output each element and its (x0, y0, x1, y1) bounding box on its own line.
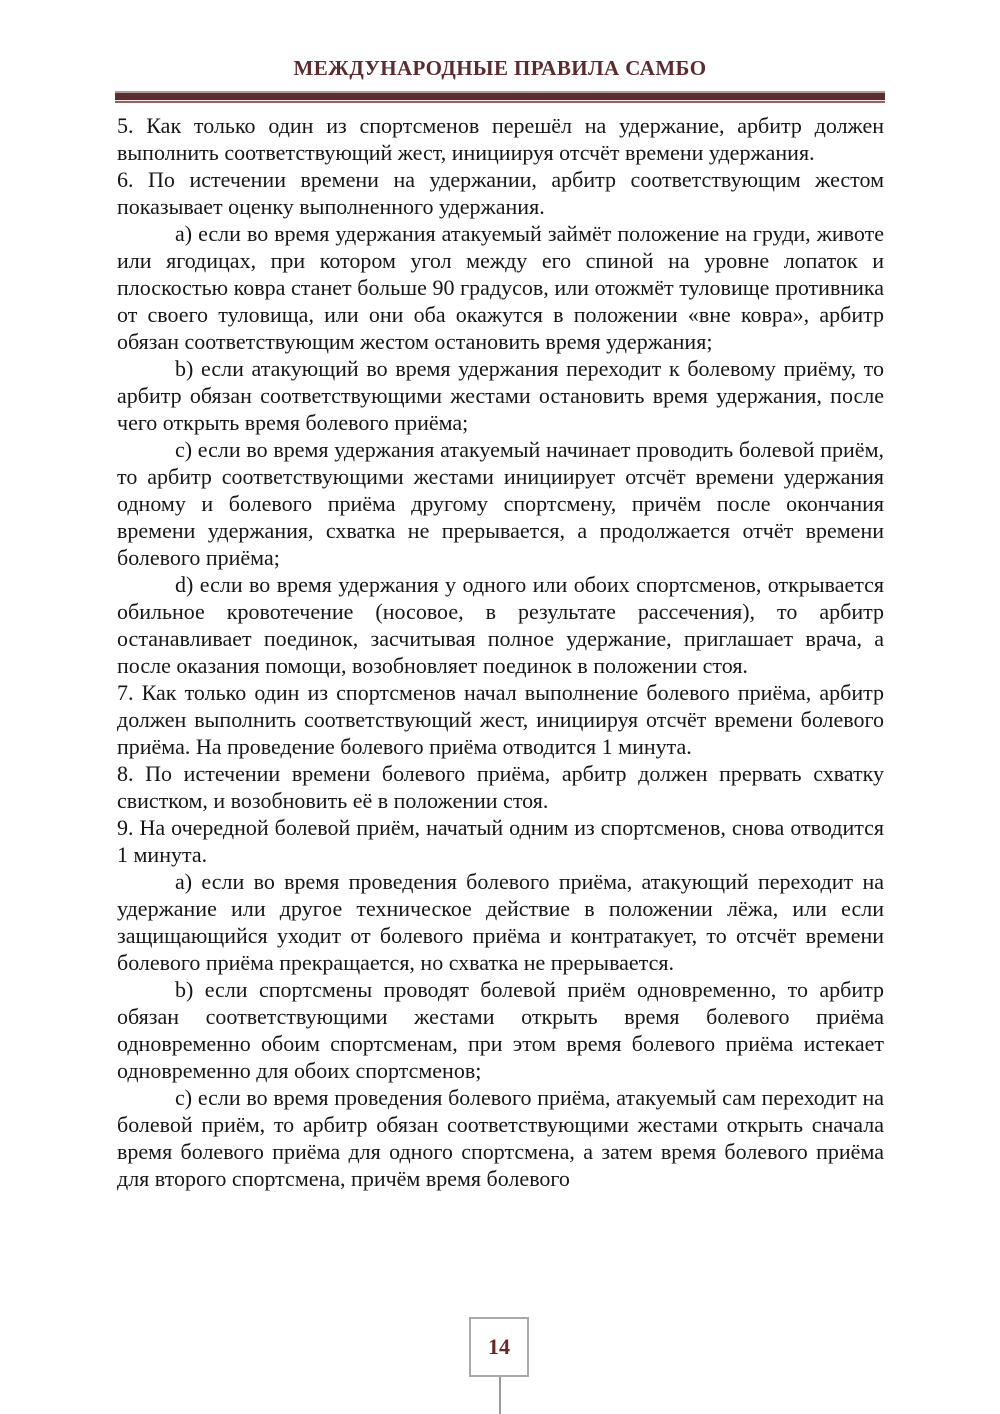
paragraph-5: 5. Как только один из спортсменов перешёл на удержание, арбитр должен выполнить соответствующий жест, инициируя отсчёт времени удержания. (117, 113, 884, 165)
paragraph-9c: с) если во время проведения болевого приёма, атакуемый сам переходит на болевой приём, то арбитр обязан соответствующими жестами открыть сначала время болевого приёма для одного спортсмена, а затем время болевого приёма для второго спортсмена, причём время болевого (117, 1085, 884, 1191)
paragraph-9: 9. На очередной болевой приём, начатый одним из спортсменов, снова отводится 1 минута. (117, 815, 884, 867)
paragraph-7: 7. Как только один из спортсменов начал выполнение болевого приёма, арбитр должен выполнить соответствующий жест, инициируя отсчёт времени болевого приёма. На проведение болевого приёма отводится 1 минута. (117, 680, 884, 759)
header-rule (115, 91, 885, 103)
paragraph-8: 8. По истечении времени болевого приёма, арбитр должен прервать схватку свистком, и возобновить её в положении стоя. (117, 761, 884, 813)
paragraph-6: 6. По истечении времени на удержании, арбитр соответствующим жестом показывает оценку выполненного удержания. (117, 167, 884, 219)
paragraph-6b: b) если атакующий во время удержания переходит к болевому приёму, то арбитр обязан соответствующими жестами остановить время удержания, после чего открыть время болевого приёма; (117, 356, 884, 435)
paragraph-6d: d) если во время удержания у одного или обоих спортсменов, открывается обильное кровотечение (носовое, в результате рассечения), то арбитр останавливает поединок, засчитывая полное удержание, приглашает врача, а после оказания помощи, возобновляет поединок в положении стоя. (117, 572, 884, 678)
paragraph-6a: а) если во время удержания атакуемый займёт положение на груди, животе или ягодицах, при котором угол между его спиной на уровне лопаток и плоскостью ковра станет больше 90 градусов, или отожмёт туловище противника от своего туловища, или они оба окажутся в положении «вне ковра», арбитр обязан соответствующим жестом остановить время удержания; (117, 221, 884, 354)
page-header-title: МЕЖДУНАРОДНЫЕ ПРАВИЛА САМБО (293, 56, 707, 80)
paragraph-9a: а) если во время проведения болевого приёма, атакующий переходит на удержание или другое техническое действие в положении лёжа, или если защищающийся уходит от болевого приёма и контратакует, то отсчёт времени болевого приёма прекращается, но схватка не прерывается. (117, 869, 884, 975)
paragraph-6c: с) если во время удержания атакуемый начинает проводить болевой приём, то арбитр соответствующими жестами инициирует отсчёт времени удержания одному и болевого приёма другому спортсмену, причём после окончания времени удержания, схватка не прерывается, а продолжается отчёт времени болевого приёма; (117, 437, 884, 570)
page-number: 14 (488, 1334, 510, 1359)
header-rule-bottom-stripe (115, 101, 885, 103)
paragraph-9b: b) если спортсмены проводят болевой приём одновременно, то арбитр обязан соответствующими жестами открыть время болевого приёма одновременно обоим спортсменам, при этом время болевого приёма истекает одновременно для обоих спортсменов; (117, 977, 884, 1083)
body-text (117, 112, 884, 1192)
page-number-box (469, 1317, 529, 1377)
footer-vertical-line (499, 1377, 501, 1414)
header-rule-main-stripe (115, 93, 885, 100)
